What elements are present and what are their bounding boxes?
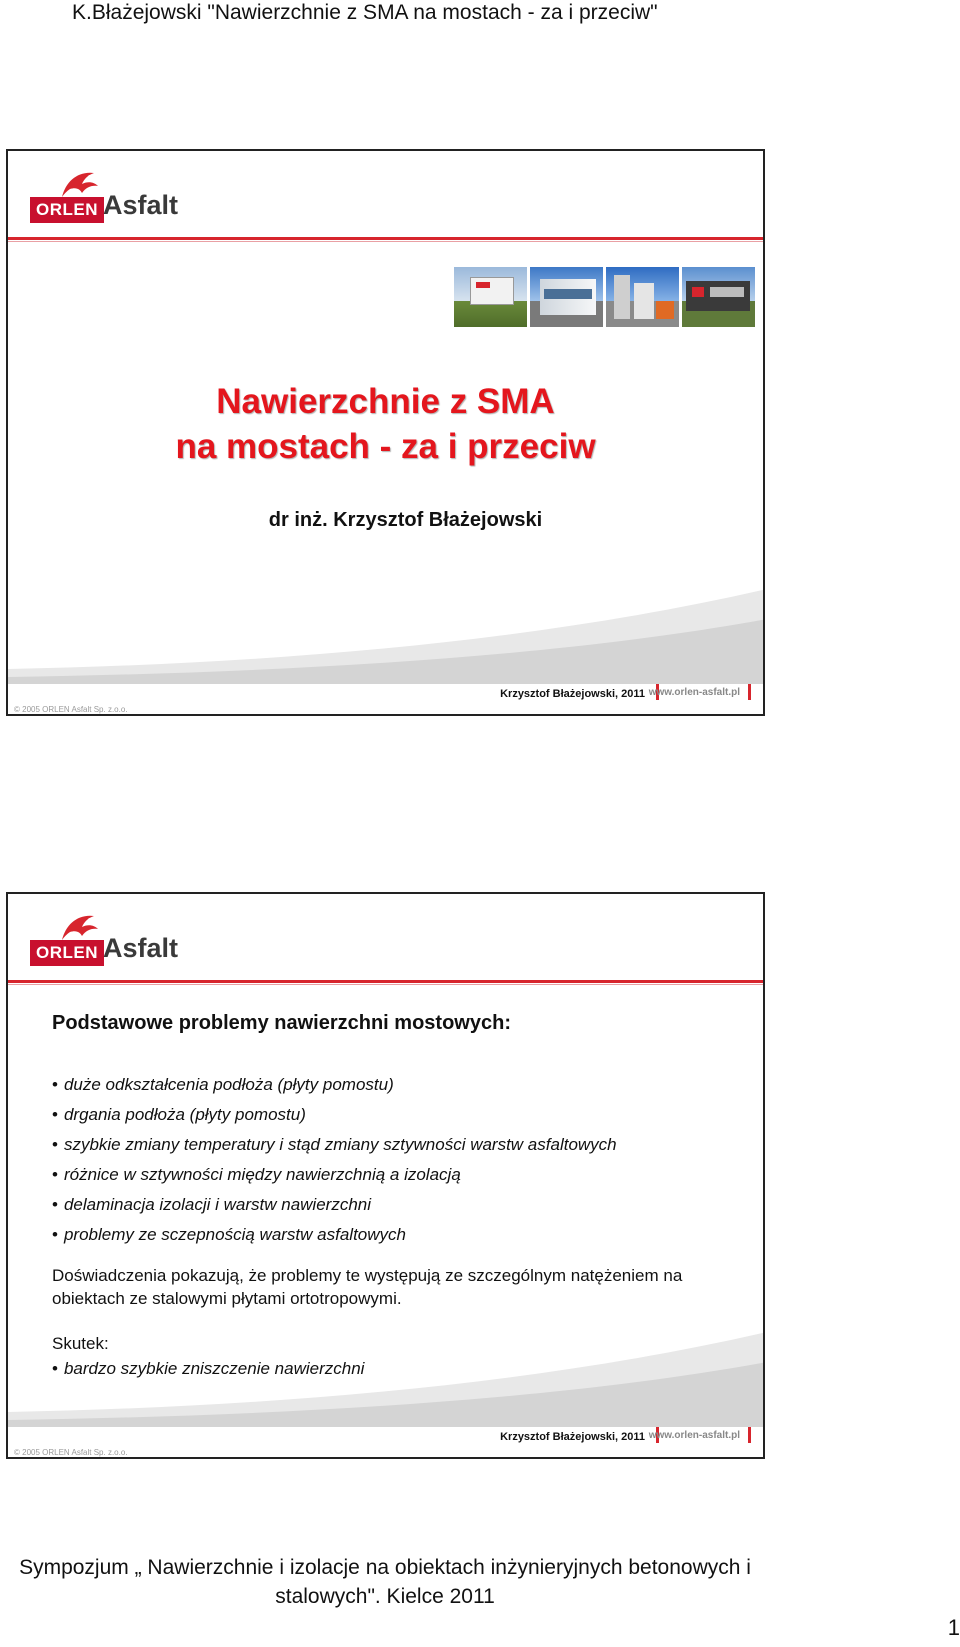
photo-office-building [530,267,603,327]
list-item: • problemy ze sczepnością warstw asfaltowych [52,1220,617,1250]
photo-orbiton-trailer [682,267,755,327]
footer-separator [748,684,751,700]
title-line-1: Nawierzchnie z SMA [216,382,555,421]
logo-asfalt-text: Asfalt [103,190,179,220]
list-item: • różnice w sztywności między nawierzchnią a izolacją [52,1160,617,1190]
list-item: • drgania podłoża (płyty pomostu) [52,1100,617,1130]
orlen-eagle-icon [58,910,100,944]
photo-industrial-plant [606,267,679,327]
list-item: • bardzo szybkie zniszczenie nawierzchni [52,1357,364,1381]
slide-footer-url: www.orlen-asfalt.pl [648,687,740,698]
footer-line-2: stalowych". Kielce 2011 [275,1585,495,1608]
photo-headquarters-sign [454,267,527,327]
list-item: • duże odkształcenia podłoża (płyty pomostu) [52,1070,617,1100]
header-thin-line [8,241,763,242]
orlen-asfalt-logo [30,910,195,970]
slide-footer-author: Krzysztof Błażejowski, 2011 [500,688,645,700]
orlen-asfalt-logo [30,167,195,227]
logo-orlen-text: ORLEN [30,197,104,223]
document-footer [0,1553,770,1611]
footer-separator [748,1427,751,1443]
decorative-swoosh [8,589,765,684]
slide-title [6,149,765,716]
logo-asfalt-text: Asfalt [103,933,179,963]
header-thin-line [8,984,763,985]
slide-author: dr inż. Krzysztof Błażejowski [268,509,543,531]
footer-line-1: Sympozjum „ Nawierzchnie i izolacje na obiektach inżynieryjnych betonowych i [19,1556,751,1579]
decorative-swoosh [8,1332,765,1427]
page-number: 1 [947,1615,960,1640]
slide-copyright: © 2005 ORLEN Asfalt Sp. z.o.o. [14,705,128,714]
orlen-eagle-icon [58,167,100,201]
list-item: • delaminacja izolacji i warstw nawierzchni [52,1190,617,1220]
header-red-line [8,980,763,983]
slide-footer-url: www.orlen-asfalt.pl [648,1430,740,1441]
slide-title-text [8,379,763,469]
document-header: K.Błażejowski "Nawierzchnie z SMA na mostach - za i przeciw" [72,1,658,24]
problems-list [52,1070,617,1250]
header-red-line [8,237,763,240]
experience-paragraph: Doświadczenia pokazują, że problemy te występują ze szczególnym natężeniem na obiektach ze stalowymi płytami ortotropowymi. [52,1266,683,1308]
effect-label: Skutek: [52,1334,109,1353]
logo-orlen-text: ORLEN [30,940,104,966]
list-item: • szybkie zmiany temperatury i stąd zmiany sztywności warstw asfaltowych [52,1130,617,1160]
title-line-2: na mostach - za i przeciw [175,427,596,466]
slide-problems [6,892,765,1459]
slide-footer-author: Krzysztof Błażejowski, 2011 [500,1431,645,1443]
slide-heading: Podstawowe problemy nawierzchni mostowych: [52,1012,511,1034]
photo-strip [454,267,755,327]
slide-copyright: © 2005 ORLEN Asfalt Sp. z.o.o. [14,1448,128,1457]
